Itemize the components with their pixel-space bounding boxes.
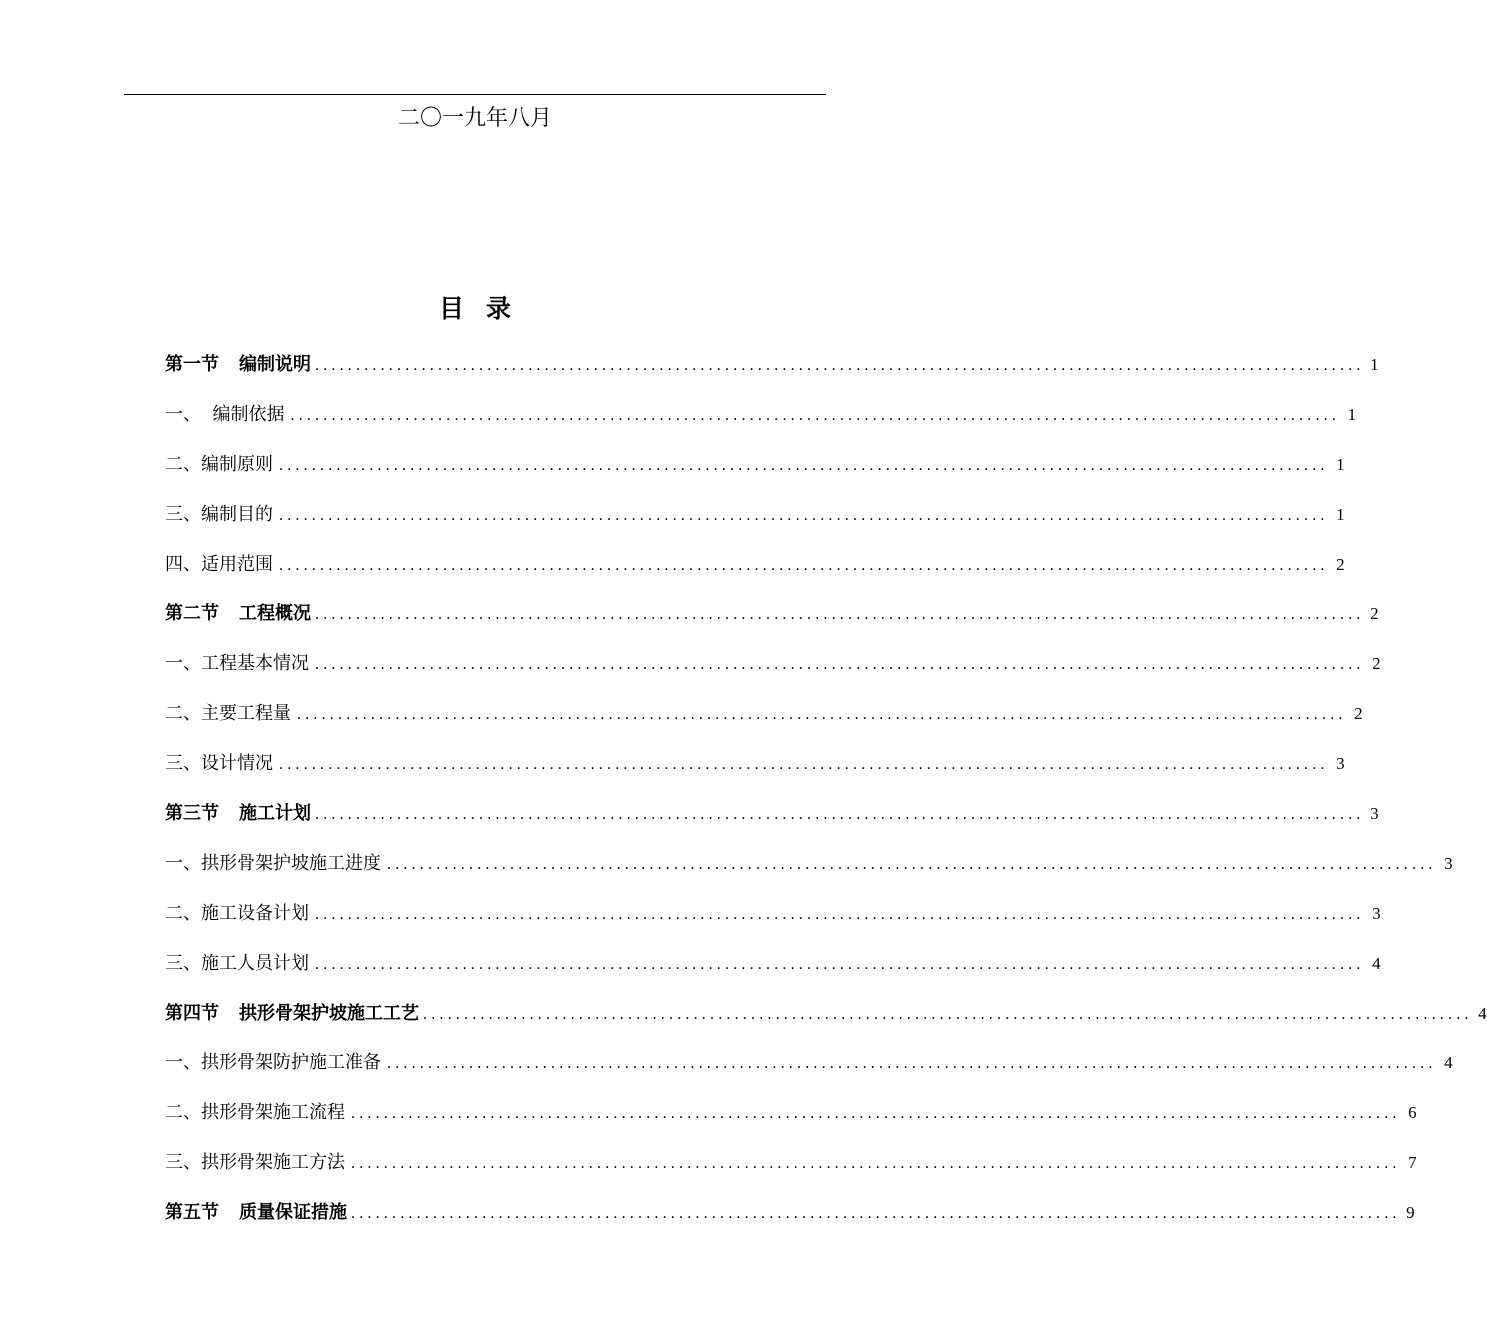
toc-entry-label [165, 749, 273, 779]
toc-subsection-entry[interactable] [165, 1148, 1417, 1198]
toc-entry-number: 第一节 [165, 354, 219, 375]
toc-entry-label [165, 899, 309, 929]
toc-entry-label [165, 500, 273, 530]
toc-subsection-entry[interactable] [165, 500, 1345, 550]
toc-page-number: 9 [1406, 1203, 1415, 1223]
toc-entry-text: 工程概况 [239, 603, 311, 625]
toc-entry-number: 三、 [165, 952, 201, 974]
cover-date: 二〇一九年八月 [397, 106, 552, 131]
toc-page-number: 4 [1444, 1053, 1453, 1073]
toc-entry-number: 三、 [165, 503, 201, 525]
toc-entry-text: 编制依据 [201, 403, 285, 425]
toc-entry-text: 适用范围 [201, 553, 273, 575]
toc-subsection-entry[interactable] [165, 400, 1357, 450]
toc-entry-text: 质量保证措施 [239, 1202, 347, 1224]
toc-page-number: 2 [1354, 704, 1363, 724]
toc-dot-leader: ................................................................................................................................ [423, 1005, 1473, 1023]
toc-entry-text: 施工人员计划 [201, 952, 309, 974]
toc-dot-leader: ................................................................................................................................ [279, 556, 1329, 574]
toc-entry-number: 四、 [165, 553, 201, 575]
toc-dot-leader: ................................................................................................................................ [387, 1055, 1437, 1073]
toc-page-number: 1 [1336, 454, 1345, 474]
toc-entry-label [165, 949, 309, 979]
toc-dot-leader: ................................................................................................................................ [387, 855, 1437, 873]
toc-entry-number: 二、 [165, 902, 201, 924]
toc-entry-text: 编制原则 [201, 453, 273, 475]
toc-subsection-entry[interactable] [165, 749, 1345, 799]
toc-entry-number: 一、 [165, 852, 201, 874]
toc-entry-text: 拱形骨架护坡施工进度 [201, 852, 381, 874]
toc-entry-text: 编制说明 [239, 354, 311, 375]
toc-page-number: 4 [1372, 953, 1381, 973]
toc-dot-leader: ................................................................................................................................ [290, 406, 1341, 424]
toc-page-number: 2 [1370, 604, 1379, 624]
toc-entry-label [165, 649, 309, 679]
toc-entry-number: 二、 [165, 703, 201, 725]
toc-dot-leader: ................................................................................................................................ [315, 806, 1365, 824]
toc-entry-text: 工程基本情况 [201, 653, 309, 675]
toc-dot-leader: ................................................................................................................................ [315, 905, 1365, 923]
toc-subsection-entry[interactable] [165, 849, 1453, 899]
toc-entry-number: 二、 [165, 1102, 201, 1124]
toc-subsection-entry[interactable] [165, 550, 1345, 600]
toc-page-number: 1 [1347, 404, 1357, 424]
toc-entry-text: 设计情况 [201, 753, 273, 775]
toc-entry-text: 拱形骨架施工流程 [201, 1102, 345, 1124]
toc-entry-text: 主要工程量 [201, 703, 291, 725]
toc-dot-leader: ................................................................................................................................ [315, 656, 1365, 674]
toc-entry-label [165, 799, 311, 829]
toc-dot-leader: ................................................................................................................................ [351, 1155, 1401, 1173]
toc-dot-leader: ................................................................................................................................ [351, 1105, 1401, 1123]
toc-entry-number: 第三节 [165, 803, 219, 825]
toc-dot-leader: ................................................................................................................................ [315, 955, 1365, 973]
toc-section-entry[interactable] [165, 999, 1487, 1049]
toc-page-number: 1 [1370, 355, 1379, 374]
toc-page-number: 3 [1372, 903, 1381, 923]
top-divider-line [124, 94, 826, 95]
toc-entry-number: 一、 [165, 403, 201, 425]
toc-entry-number: 第四节 [165, 1002, 219, 1024]
toc-entry-text: 拱形骨架施工方法 [201, 1152, 345, 1174]
toc-dot-leader: ................................................................................................................................ [351, 1205, 1401, 1223]
toc-entry-label [165, 1198, 347, 1228]
toc-entry-number: 三、 [165, 753, 201, 775]
toc-subsection-entry[interactable] [165, 899, 1381, 949]
toc-page-number: 6 [1408, 1103, 1417, 1123]
toc-entry-label [165, 699, 291, 729]
toc-page-number: 4 [1478, 1003, 1487, 1023]
toc-page-number: 3 [1444, 853, 1453, 873]
toc-dot-leader: ................................................................................................................................ [279, 756, 1329, 774]
table-of-contents [165, 350, 1487, 1248]
toc-page-number: 2 [1336, 554, 1345, 574]
toc-entry-number: 二、 [165, 453, 201, 475]
toc-entry-label [165, 550, 273, 580]
toc-subsection-entry[interactable] [165, 1098, 1417, 1148]
toc-page-number: 1 [1336, 504, 1345, 524]
toc-entry-number: 第二节 [165, 603, 219, 625]
toc-entry-text: 施工设备计划 [201, 902, 309, 924]
toc-entry-number: 一、 [165, 1052, 201, 1074]
toc-entry-label [165, 450, 273, 480]
toc-dot-leader: ................................................................................................................................ [297, 706, 1347, 724]
toc-entry-text: 编制目的 [201, 503, 273, 525]
toc-entry-text: 拱形骨架防护施工准备 [201, 1052, 381, 1074]
toc-dot-leader: ................................................................................................................................ [279, 506, 1329, 524]
toc-page-number: 3 [1370, 804, 1379, 824]
toc-subsection-entry[interactable] [165, 649, 1381, 699]
toc-section-entry[interactable] [165, 599, 1379, 649]
toc-entry-label [165, 1048, 381, 1078]
toc-entry-label [165, 599, 311, 629]
toc-entry-text: 拱形骨架护坡施工工艺 [239, 1002, 419, 1024]
toc-entry-label [165, 849, 381, 879]
toc-dot-leader: ................................................................................................................................ [279, 456, 1329, 474]
toc-dot-leader: ................................................................................................................................ [315, 357, 1365, 374]
toc-entry-number: 三、 [165, 1152, 201, 1174]
toc-entry-number: 一、 [165, 653, 201, 675]
toc-section-entry[interactable] [165, 799, 1379, 849]
toc-entry-label [165, 1148, 345, 1178]
toc-entry-label [165, 400, 284, 430]
toc-subsection-entry[interactable] [165, 1048, 1453, 1098]
toc-entry-number: 第五节 [165, 1202, 219, 1224]
toc-section-entry[interactable] [165, 350, 1379, 400]
toc-page-number: 3 [1336, 754, 1345, 774]
toc-entry-label [165, 350, 311, 380]
toc-entry-label [165, 1098, 345, 1128]
toc-subsection-entry[interactable] [165, 949, 1381, 999]
toc-section-entry[interactable] [165, 1198, 1415, 1248]
toc-page-number: 7 [1408, 1153, 1417, 1173]
toc-dot-leader: ................................................................................................................................ [315, 606, 1365, 624]
toc-page-number: 2 [1372, 654, 1381, 674]
toc-entry-label [165, 999, 419, 1029]
toc-title: 目录 [438, 294, 533, 323]
toc-entry-text: 施工计划 [239, 803, 311, 825]
toc-subsection-entry[interactable] [165, 699, 1363, 749]
toc-subsection-entry[interactable] [165, 450, 1345, 500]
